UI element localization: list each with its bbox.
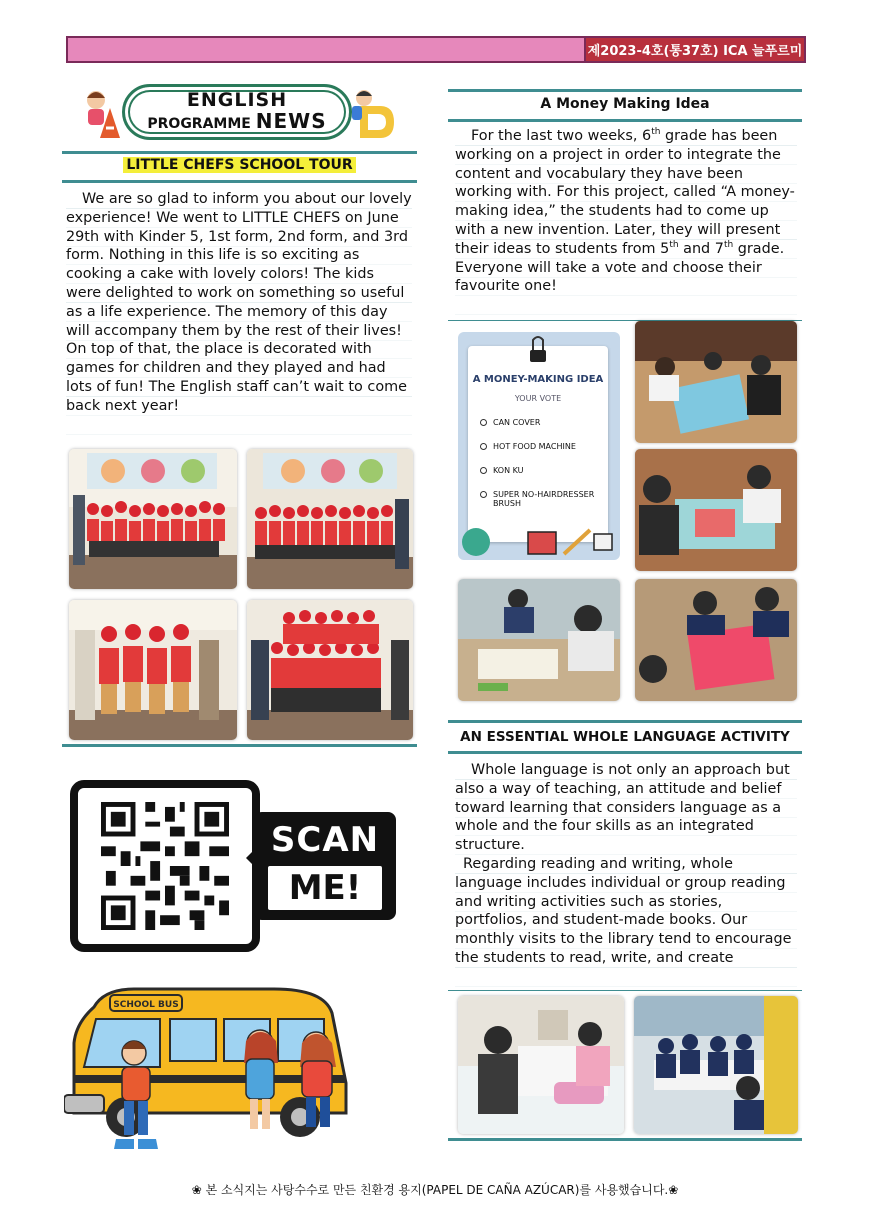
footer-note: ❀ 본 소식지는 사탕수수로 만든 친환경 용지(PAPEL DE CAÑA AZÚCAR)를 사용했습니다.❀ xyxy=(191,1183,679,1197)
money-text-c: and 7 xyxy=(678,240,724,257)
vote-option-label: KON KU xyxy=(493,466,524,475)
little-chefs-paragraph: We are so glad to inform you about our lovely experience! We went to LITTLE CHEFS on June 29th with Kinder 5, 1st form, 2nd form, and 3rd form. Nothing in this life is so exciting as cooking a cake with lovely colors! The kids were delighted to work on something so useful as a life experience. The memory of this day will accompany them by the rest of their lives! On top of that, the place is decorated with games for children and they played and had lots of fun! The English staff can’t wait to come back next year! xyxy=(66,191,412,414)
whole-language-paragraph-2: Regarding reading and writing, whole language includes individual or group reading and writing activities such as stories, portfolios, and student-made books. Our monthly visits to the library tend to encourage the students to read, write, and create xyxy=(455,855,792,966)
little-chefs-title xyxy=(62,157,417,173)
whole-language-body xyxy=(455,761,797,989)
vote-checkbox-icon xyxy=(480,443,487,450)
vote-paper xyxy=(468,346,608,542)
whole-language-title: AN ESSENTIAL WHOLE LANGUAGE ACTIVITY xyxy=(460,729,790,745)
little-chefs-photo-1 xyxy=(69,449,237,589)
scan-me-badge xyxy=(254,812,396,920)
section-rule xyxy=(448,1138,802,1141)
english-programme-news-logo xyxy=(78,82,396,144)
section-rule xyxy=(448,720,802,723)
logo-line2-big: NEWS xyxy=(255,108,327,133)
little-chefs-photo-3 xyxy=(69,600,237,740)
money-making-body xyxy=(455,127,797,317)
whole-language-paragraph-1: Whole language is not only an approach but also a way of teaching, an attitude and belief toward learning that considers language as a whole and the four skills as an integrated structure. xyxy=(455,762,790,854)
qr-code-frame xyxy=(70,780,260,952)
issue-label: 제2023-4호(통37호) ICA 늘푸르미 xyxy=(584,36,806,63)
money-making-photo-3 xyxy=(458,579,620,701)
qr-code-icon[interactable] xyxy=(100,802,230,930)
section-rule xyxy=(62,151,417,154)
vote-option-label: SUPER NO-HAIRDRESSER BRUSH xyxy=(493,490,595,508)
money-making-vote-card xyxy=(458,332,620,560)
scan-text: SCAN xyxy=(270,820,380,860)
little-chefs-body xyxy=(66,190,412,438)
logo-line2-small: PROGRAMME xyxy=(147,115,251,132)
stationery-decoration-icon xyxy=(460,514,618,560)
money-sup-3: th xyxy=(723,239,734,250)
vote-card-title: A MONEY-MAKING IDEA xyxy=(472,374,604,385)
school-bus-illustration xyxy=(64,983,372,1159)
money-making-photo-2 xyxy=(635,449,797,571)
header-accent-strip xyxy=(66,36,584,63)
money-text-d: grade. Everyone will take a vote and choose their favourite one! xyxy=(455,240,785,295)
kid-with-letter-a-icon xyxy=(78,86,124,140)
money-making-photo-1 xyxy=(635,321,797,443)
vote-option xyxy=(480,490,604,508)
svg-text:SCHOOL BUS: SCHOOL BUS xyxy=(113,1000,179,1010)
vote-option xyxy=(480,442,604,451)
little-chefs-title-text: LITTLE CHEFS SCHOOL TOUR xyxy=(123,157,355,173)
little-chefs-photo-2 xyxy=(247,449,413,589)
section-rule xyxy=(448,119,802,122)
section-rule xyxy=(448,89,802,92)
vote-option xyxy=(480,466,604,475)
vote-option-label: CAN COVER xyxy=(493,418,541,427)
vote-option xyxy=(480,418,604,427)
money-sup-1: th xyxy=(651,127,661,138)
section-rule xyxy=(62,744,417,747)
money-text-b: grade has been working on a project in order to integrate the content and vocabulary they have been working with. For this project, called “A money-making idea,” the students had to come up with a new invention. Later, they will present their ideas to students from 5 xyxy=(455,128,795,257)
logo-oval xyxy=(122,84,352,140)
vote-checkbox-icon xyxy=(480,467,487,474)
section-rule-thin xyxy=(448,990,802,991)
money-making-photo-4 xyxy=(635,579,797,701)
vote-checkbox-icon xyxy=(480,491,487,498)
me-text: ME! xyxy=(288,868,362,908)
logo-line1: ENGLISH xyxy=(186,88,288,111)
kid-with-letter-d-icon xyxy=(350,86,396,140)
vote-option-label: HOT FOOD MACHINE xyxy=(493,442,576,451)
binder-clip-icon xyxy=(528,336,548,366)
logo-line2 xyxy=(147,110,326,135)
whole-language-photo-1 xyxy=(458,996,624,1134)
section-rule xyxy=(62,180,417,183)
money-making-paragraph xyxy=(455,127,797,296)
money-sup-2: th xyxy=(669,239,679,250)
vote-checkbox-icon xyxy=(480,419,487,426)
header-bar xyxy=(66,36,806,63)
whole-language-photo-2 xyxy=(634,996,798,1134)
little-chefs-photo-4 xyxy=(247,600,413,740)
money-making-title: A Money Making Idea xyxy=(540,96,710,112)
section-rule xyxy=(448,751,802,754)
money-text-a: For the last two weeks, 6 xyxy=(471,128,652,144)
vote-card-subtitle: YOUR VOTE xyxy=(514,394,562,403)
